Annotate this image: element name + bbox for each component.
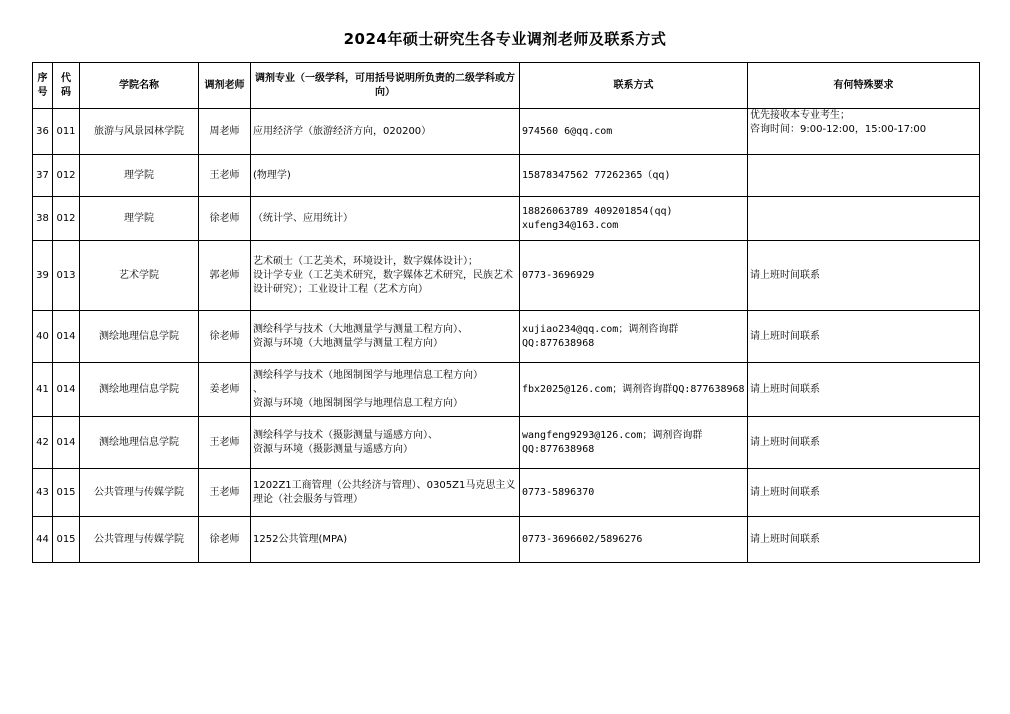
cell-teacher: 王老师 [199, 469, 251, 517]
table-row [33, 155, 980, 197]
cell-major: 应用经济学（旅游经济方向，020200） [251, 109, 520, 155]
header-seq: 序 号 [33, 63, 53, 109]
cell-teacher: 王老师 [199, 417, 251, 469]
cell-requirement: 请上班时间联系 [748, 363, 980, 417]
cell-teacher: 王老师 [199, 155, 251, 197]
cell-requirement: 请上班时间联系 [748, 241, 980, 311]
cell-college: 测绘地理信息学院 [80, 363, 199, 417]
header-requirement: 有何特殊要求 [748, 63, 980, 109]
cell-seq: 41 [33, 363, 53, 417]
cell-seq: 42 [33, 417, 53, 469]
cell-code: 012 [53, 197, 80, 241]
cell-major: 1202Z1工商管理（公共经济与管理）、0305Z1马克思主义理论（社会服务与管理） [251, 469, 520, 517]
cell-college: 测绘地理信息学院 [80, 311, 199, 363]
cell-college: 理学院 [80, 197, 199, 241]
cell-requirement: 请上班时间联系 [748, 517, 980, 563]
cell-contact: 0773-3696602/5896276 [520, 517, 748, 563]
cell-code: 014 [53, 311, 80, 363]
table-row [33, 109, 980, 155]
cell-seq: 43 [33, 469, 53, 517]
table-row [33, 241, 980, 311]
cell-major: (物理学) [251, 155, 520, 197]
cell-teacher: 郭老师 [199, 241, 251, 311]
cell-seq: 37 [33, 155, 53, 197]
cell-contact: 0773-5896370 [520, 469, 748, 517]
cell-teacher: 徐老师 [199, 311, 251, 363]
cell-seq: 38 [33, 197, 53, 241]
cell-college: 测绘地理信息学院 [80, 417, 199, 469]
cell-major: 测绘科学与技术（地图制图学与地理信息工程方向） 、 资源与环境（地图制图学与地理信息工程方向） [251, 363, 520, 417]
header-row [33, 63, 980, 109]
table-row [33, 363, 980, 417]
cell-contact: 18826063789 409201854(qq) xufeng34@163.com [520, 197, 748, 241]
cell-code: 015 [53, 517, 80, 563]
cell-teacher: 姜老师 [199, 363, 251, 417]
cell-code: 014 [53, 363, 80, 417]
cell-seq: 44 [33, 517, 53, 563]
cell-code: 014 [53, 417, 80, 469]
cell-code: 012 [53, 155, 80, 197]
cell-requirement [748, 197, 980, 241]
cell-contact: 15878347562 77262365（qq) [520, 155, 748, 197]
contact-table [32, 62, 980, 563]
cell-requirement: 请上班时间联系 [748, 417, 980, 469]
cell-major: 测绘科学与技术（大地测量学与测量工程方向）、 资源与环境（大地测量学与测量工程方向） [251, 311, 520, 363]
cell-college: 公共管理与传媒学院 [80, 469, 199, 517]
cell-major: （统计学、应用统计） [251, 197, 520, 241]
table-row [33, 417, 980, 469]
cell-requirement [748, 155, 980, 197]
page-title: 2024年硕士研究生各专业调剂老师及联系方式 [343, 30, 667, 48]
cell-college: 公共管理与传媒学院 [80, 517, 199, 563]
cell-contact: 0773-3696929 [520, 241, 748, 311]
cell-major: 艺术硕士（工艺美术，环境设计，数字媒体设计）； 设计学专业（工艺美术研究，数字媒体艺术研究，民族艺术设计研究）；工业设计工程（艺术方向） [251, 241, 520, 311]
cell-seq: 40 [33, 311, 53, 363]
cell-teacher: 周老师 [199, 109, 251, 155]
table-row [33, 197, 980, 241]
cell-major: 测绘科学与技术（摄影测量与遥感方向）、 资源与环境（摄影测量与遥感方向） [251, 417, 520, 469]
header-code: 代 码 [53, 63, 80, 109]
header-major: 调剂专业（一级学科，可用括号说明所负责的二级学科或方向） [251, 63, 520, 109]
cell-code: 013 [53, 241, 80, 311]
cell-contact: 974560 6@qq.com [520, 109, 748, 155]
header-contact: 联系方式 [520, 63, 748, 109]
cell-seq: 36 [33, 109, 53, 155]
cell-requirement: 优先接收本专业考生； 咨询时间：9:00-12:00，15:00-17:00 [748, 109, 980, 155]
cell-seq: 39 [33, 241, 53, 311]
cell-contact: wangfeng9293@126.com；调剂咨询群 QQ:877638968 [520, 417, 748, 469]
header-college: 学院名称 [80, 63, 199, 109]
cell-college: 理学院 [80, 155, 199, 197]
cell-college: 艺术学院 [80, 241, 199, 311]
cell-major: 1252公共管理(MPA) [251, 517, 520, 563]
table-row [33, 311, 980, 363]
cell-college: 旅游与风景园林学院 [80, 109, 199, 155]
table-row [33, 517, 980, 563]
cell-teacher: 徐老师 [199, 517, 251, 563]
header-teacher: 调剂老师 [199, 63, 251, 109]
cell-requirement: 请上班时间联系 [748, 469, 980, 517]
cell-teacher: 徐老师 [199, 197, 251, 241]
cell-code: 011 [53, 109, 80, 155]
cell-contact: xujiao234@qq.com；调剂咨询群 QQ:877638968 [520, 311, 748, 363]
cell-contact: fbx2025@126.com；调剂咨询群QQ:877638968 [520, 363, 748, 417]
table-row [33, 469, 980, 517]
cell-code: 015 [53, 469, 80, 517]
cell-requirement: 请上班时间联系 [748, 311, 980, 363]
